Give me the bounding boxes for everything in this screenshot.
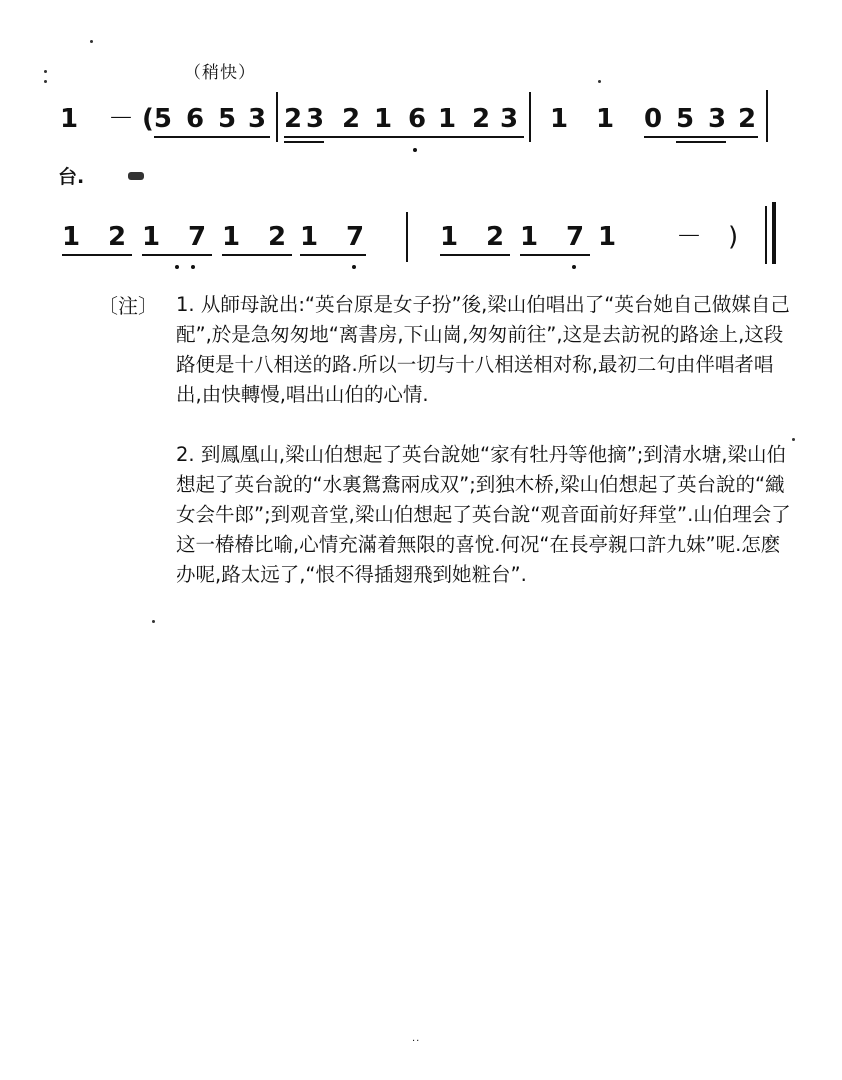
- note: 2: [342, 104, 361, 134]
- note: 3: [306, 104, 325, 134]
- note: 1: [598, 222, 617, 252]
- print-speck: [44, 80, 47, 83]
- low-octave-dot: [572, 265, 576, 269]
- note: 7: [188, 222, 207, 252]
- note: 1: [440, 222, 459, 252]
- note-number: 2.: [176, 443, 195, 466]
- low-octave-dot: [413, 148, 417, 152]
- note: 2: [108, 222, 127, 252]
- note-paren: ): [728, 222, 739, 252]
- low-octave-dot: [191, 265, 195, 269]
- low-octave-dot: [175, 265, 179, 269]
- notation-line-1: [0, 104, 842, 134]
- note: 1: [62, 222, 81, 252]
- note: 3: [708, 104, 727, 134]
- note: 1: [438, 104, 457, 134]
- beam-underline: [300, 254, 366, 256]
- note-text: 到鳳凰山,梁山伯想起了英台說她“家有牡丹等他摘”;到清水塘,梁山伯想起了英台說的“水裏鴛鴦兩成双”;到独木桥,梁山伯想起了英台說的“織女会牛郎”;到观音堂,梁山伯想起了英台說“观音面前好拜堂”.山伯理会了这一椿椿比喻,心情充滿着無限的喜悅.何况“在長亭親口許九妹”呢.怎麽办呢,路太远了,“恨不得插翅飛到她粧台”.: [176, 443, 791, 586]
- note-dash: －: [108, 104, 135, 134]
- note: 2: [284, 104, 303, 134]
- print-speck: [792, 438, 795, 441]
- print-speck: [44, 70, 47, 73]
- final-bar-line: [772, 202, 776, 264]
- print-speck: [598, 80, 601, 83]
- bar-line: [406, 212, 408, 262]
- notation-line-2: [0, 222, 842, 252]
- ink-mark: [128, 172, 144, 180]
- tempo-marking: （稍快）: [184, 63, 256, 83]
- note: (5: [142, 104, 172, 134]
- note-dash: －: [676, 222, 703, 252]
- note: 1: [550, 104, 569, 134]
- note: 1: [60, 104, 79, 134]
- low-octave-dot: [352, 265, 356, 269]
- beam-underline: [154, 136, 270, 138]
- note: 5: [218, 104, 237, 134]
- beam-underline: [676, 141, 726, 143]
- beam-underline: [284, 141, 324, 143]
- bar-line: [766, 90, 768, 142]
- lyric-text: 台.: [58, 166, 85, 188]
- note: 3: [500, 104, 519, 134]
- note: 6: [408, 104, 427, 134]
- note: 6: [186, 104, 205, 134]
- bar-line: [529, 92, 531, 142]
- note: 2: [268, 222, 287, 252]
- bar-line: [276, 92, 278, 142]
- beam-underline: [520, 254, 590, 256]
- annotation-note-1: [176, 290, 796, 410]
- annotation-note-2: [176, 440, 796, 590]
- note: 1: [520, 222, 539, 252]
- annotation-label: 〔注〕: [98, 294, 158, 318]
- beam-underline: [440, 254, 510, 256]
- beam-underline: [644, 136, 758, 138]
- note-text: 从師母說出:“英台原是女子扮”後,梁山伯唱出了“英台她自己做媒自己配”,於是急匆匆地“离書房,下山崗,匆匆前往”,这是去訪祝的路途上,这段路便是十八相送的路.所以一切与十八相送相对称,最初二句由伴唱者唱出,由快轉慢,唱出山伯的心情.: [176, 293, 790, 406]
- note: 2: [472, 104, 491, 134]
- note: 2: [486, 222, 505, 252]
- beam-underline: [222, 254, 292, 256]
- note: 5: [676, 104, 695, 134]
- page-mark: ··: [412, 1036, 421, 1047]
- beam-underline: [62, 254, 132, 256]
- note: 1: [596, 104, 615, 134]
- note: 1: [300, 222, 319, 252]
- bar-line: [765, 206, 767, 264]
- note: 3: [248, 104, 267, 134]
- beam-underline: [142, 254, 212, 256]
- print-speck: [90, 40, 93, 43]
- note: 1: [142, 222, 161, 252]
- note: 1: [374, 104, 393, 134]
- note: 7: [566, 222, 585, 252]
- note: 7: [346, 222, 365, 252]
- print-speck: [152, 620, 155, 623]
- beam-underline: [284, 136, 524, 138]
- note: 2: [738, 104, 757, 134]
- note: 1: [222, 222, 241, 252]
- note-number: 1.: [176, 293, 195, 316]
- note: 0: [644, 104, 663, 134]
